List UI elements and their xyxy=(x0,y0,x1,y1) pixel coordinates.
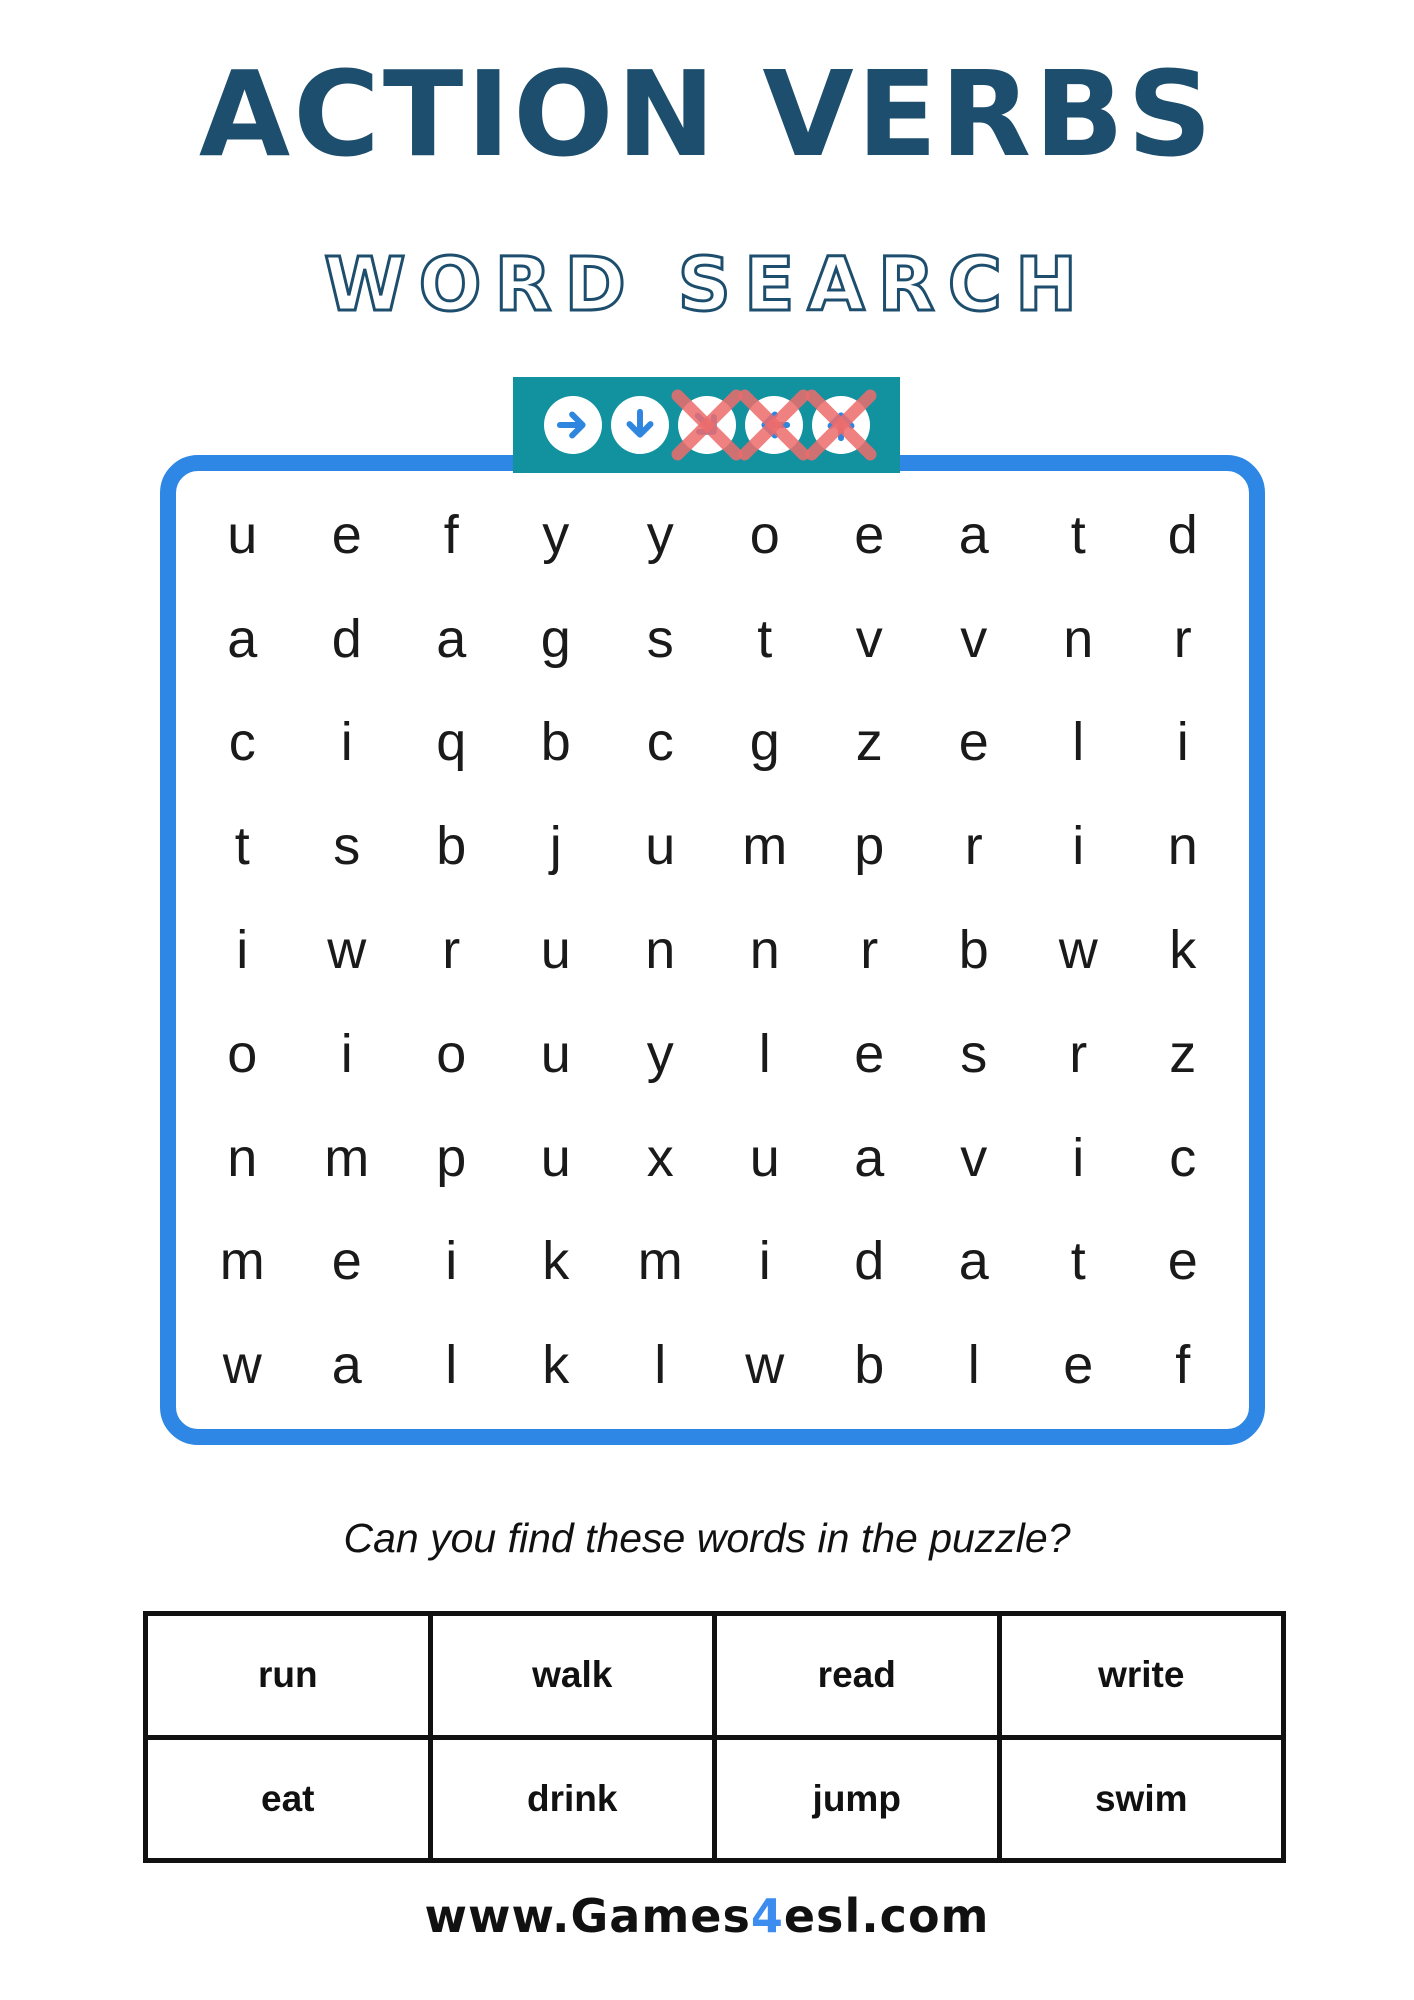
grid-letter: z xyxy=(1169,1023,1197,1084)
page-subtitle: WORD SEARCH xyxy=(323,242,1091,328)
grid-letter: a xyxy=(227,608,258,669)
grid-letter: i xyxy=(236,919,249,980)
grid-letter: a xyxy=(436,608,467,669)
grid-letter: n xyxy=(227,1127,258,1188)
grid-letter: e xyxy=(331,504,362,565)
grid-letter: s xyxy=(333,816,361,877)
grid-letter: s xyxy=(960,1023,988,1084)
grid-letter: b xyxy=(958,919,989,980)
grid-letter: q xyxy=(436,712,467,773)
grid-letter: x xyxy=(646,1127,674,1188)
grid-letter: y xyxy=(646,504,674,565)
grid-letter: e xyxy=(1063,1335,1094,1396)
grid-letter: c xyxy=(1169,1127,1197,1188)
grid-letter: k xyxy=(542,1335,570,1396)
grid-letter: t xyxy=(757,608,773,669)
grid-letter: d xyxy=(854,1231,885,1292)
grid-letter: u xyxy=(540,1023,571,1084)
grid-letter: y xyxy=(646,1023,674,1084)
grid-letter: v xyxy=(960,608,988,669)
word-item-write: write xyxy=(1002,1616,1282,1735)
grid-letter: o xyxy=(227,1023,258,1084)
grid-letter: r xyxy=(860,919,879,980)
footer-url xyxy=(0,1889,1414,1943)
grid-letter: b xyxy=(436,816,467,877)
grid-letter: n xyxy=(749,919,780,980)
word-item-walk: walk xyxy=(433,1616,713,1735)
grid-letter: t xyxy=(1070,1231,1086,1292)
grid-letter: e xyxy=(958,712,989,773)
grid-letter: m xyxy=(742,816,788,877)
grid-letter: a xyxy=(854,1127,885,1188)
grid-letter: b xyxy=(540,712,571,773)
grid-letter: e xyxy=(1167,1231,1198,1292)
question-text: Can you find these words in the puzzle? xyxy=(343,1515,1071,1561)
grid-letter: t xyxy=(234,816,250,877)
word-item-swim: swim xyxy=(1002,1740,1282,1859)
grid-letter: c xyxy=(646,712,674,773)
footer-url-prefix: www.Games xyxy=(424,1889,751,1943)
grid-letter: m xyxy=(324,1127,370,1188)
grid-letter: o xyxy=(436,1023,467,1084)
grid-letter: g xyxy=(749,712,780,773)
grid-letter: v xyxy=(960,1127,988,1188)
grid-letter: p xyxy=(854,816,885,877)
grid-letter: b xyxy=(854,1335,885,1396)
grid-letter: d xyxy=(331,608,362,669)
grid-letter: y xyxy=(542,504,570,565)
page-title: ACTION VERBS xyxy=(198,45,1216,183)
word-item-jump: jump xyxy=(717,1740,997,1859)
grid-letter: t xyxy=(1070,504,1086,565)
grid-letter: k xyxy=(1169,919,1197,980)
grid-letter: a xyxy=(958,1231,989,1292)
word-search-grid xyxy=(160,455,1265,1445)
grid-letter: a xyxy=(331,1335,362,1396)
grid-letter: u xyxy=(227,504,258,565)
grid-letter: n xyxy=(645,919,676,980)
grid-letter: j xyxy=(549,816,562,877)
grid-letter: i xyxy=(758,1231,771,1292)
grid-letter: l xyxy=(1072,712,1085,773)
grid-letter: a xyxy=(958,504,989,565)
grid-letter: f xyxy=(1175,1335,1191,1396)
grid-letter: o xyxy=(749,504,780,565)
grid-letter: u xyxy=(749,1127,780,1188)
grid-letter: n xyxy=(1167,816,1198,877)
grid-letter: e xyxy=(854,1023,885,1084)
grid-letter: l xyxy=(654,1335,667,1396)
grid-letter: g xyxy=(540,608,571,669)
grid-letter: z xyxy=(855,712,883,773)
word-item-run: run xyxy=(148,1616,428,1735)
grid-letter: w xyxy=(327,919,367,980)
direction-legend-bar xyxy=(513,377,900,473)
footer-url-suffix: esl.com xyxy=(783,1889,990,1943)
grid-letter: w xyxy=(1058,919,1098,980)
grid-letter: m xyxy=(219,1231,265,1292)
word-list-table xyxy=(143,1611,1286,1863)
arrow-right-icon xyxy=(544,396,602,454)
grid-letter: u xyxy=(645,816,676,877)
arrow-left-crossed-icon xyxy=(745,396,803,454)
grid-letter: c xyxy=(228,712,256,773)
arrow-down-icon xyxy=(611,396,669,454)
grid-letter: i xyxy=(340,1023,353,1084)
grid-letter: v xyxy=(855,608,883,669)
grid-letter: l xyxy=(758,1023,771,1084)
footer-url-accent: 4 xyxy=(750,1889,784,1943)
grid-letter: w xyxy=(222,1335,262,1396)
grid-letter: i xyxy=(1072,816,1085,877)
grid-letter: r xyxy=(964,816,983,877)
grid-letter: l xyxy=(967,1335,980,1396)
word-item-read: read xyxy=(717,1616,997,1735)
grid-letter: u xyxy=(540,1127,571,1188)
grid-letter: r xyxy=(442,919,461,980)
grid-letter: i xyxy=(445,1231,458,1292)
grid-letter: u xyxy=(540,919,571,980)
word-item-eat: eat xyxy=(148,1740,428,1859)
grid-letter: i xyxy=(340,712,353,773)
grid-letter: d xyxy=(1167,504,1198,565)
grid-letter: r xyxy=(1069,1023,1088,1084)
grid-letter: f xyxy=(443,504,459,565)
grid-letter: i xyxy=(1176,712,1189,773)
arrow-up-crossed-icon xyxy=(812,396,870,454)
grid-letter: n xyxy=(1063,608,1094,669)
grid-letter: m xyxy=(637,1231,683,1292)
grid-letter: r xyxy=(1173,608,1192,669)
word-item-drink: drink xyxy=(433,1740,713,1859)
grid-letter: e xyxy=(854,504,885,565)
grid-letter: w xyxy=(745,1335,785,1396)
arrow-down-right-crossed-icon xyxy=(678,396,736,454)
grid-letter: p xyxy=(436,1127,467,1188)
grid-letter: i xyxy=(1072,1127,1085,1188)
grid-letter: k xyxy=(542,1231,570,1292)
grid-letter: e xyxy=(331,1231,362,1292)
grid-letter: s xyxy=(646,608,674,669)
grid-letter: l xyxy=(445,1335,458,1396)
